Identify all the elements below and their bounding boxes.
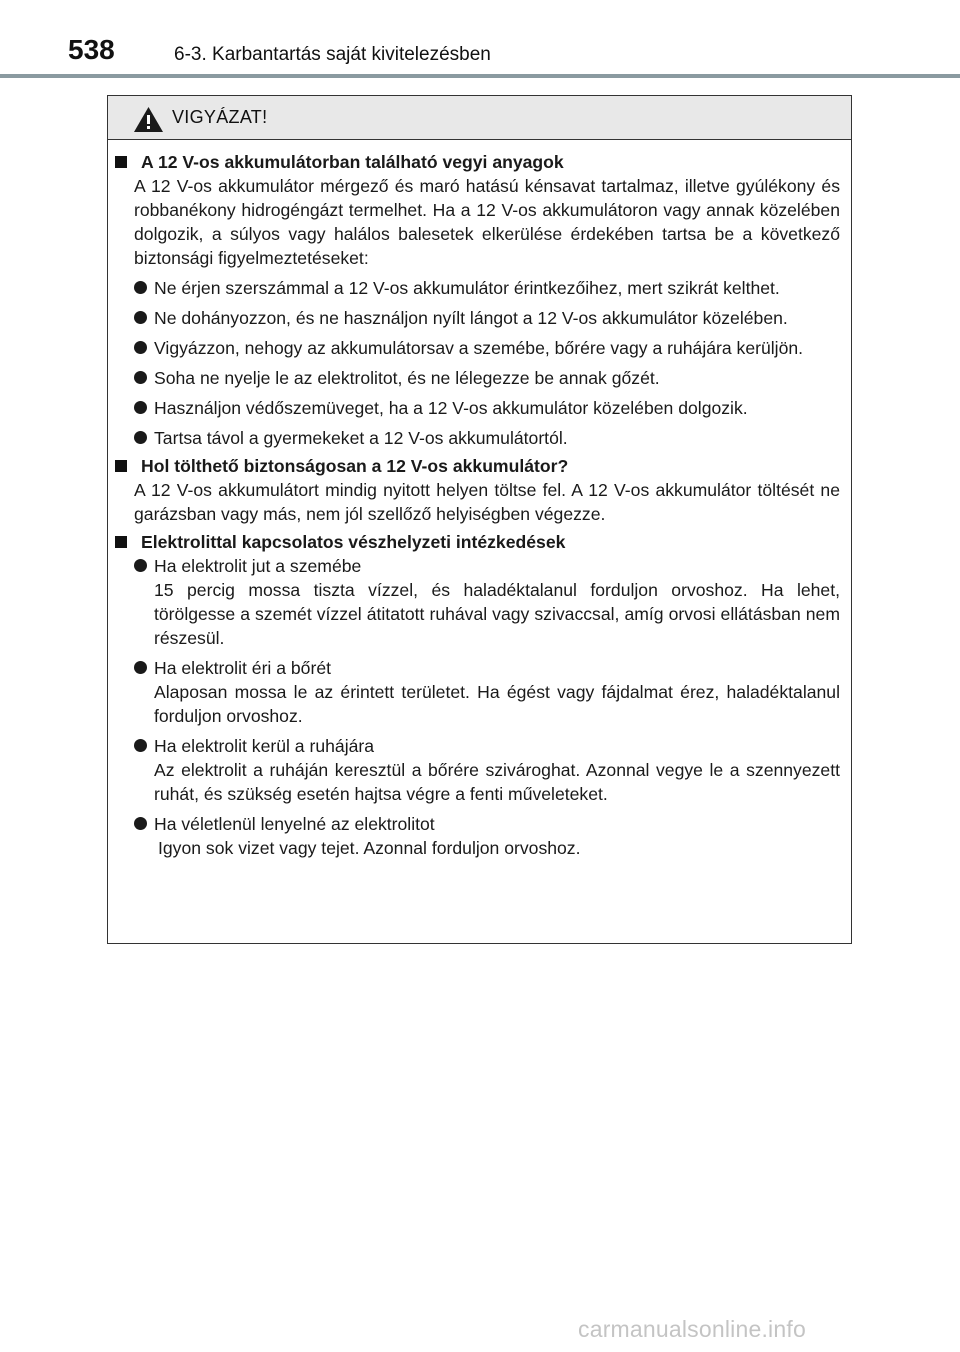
header-divider	[0, 74, 960, 78]
page-number: 538	[68, 34, 115, 65]
watermark: carmanualsonline.info	[578, 1316, 806, 1342]
bullet-dot-icon	[134, 371, 147, 384]
section-heading: A 12 V-os akkumulátorban található vegyi anyagok	[115, 150, 851, 174]
bullet-dot-icon	[134, 739, 147, 752]
list-item: Ha véletlenül lenyelné az elektrolitot Igyon sok vizet vagy tejet. Azonnal forduljon orvoshoz.	[134, 812, 840, 860]
list-item: Ha elektrolit jut a szemébe 15 percig mossa tiszta vízzel, és haladéktalanul forduljon orvoshoz. Ha lehet, törölgesse a szemét vízzel átitatott ruhával vagy szivaccsal, amíg orvosi ellátásban nem részesül.	[134, 554, 840, 650]
section-heading: Elektrolittal kapcsolatos vészhelyzeti intézkedések	[115, 530, 851, 554]
bullet-dot-icon	[134, 817, 147, 830]
section-text: A 12 V-os akkumulátor mérgező és maró hatású kénsavat tartalmaz, illetve gyúlékony és robbanékony hidrogéngázt termelhet. Ha a 12 V-os akkumulátoron vagy annak közelében dolgozik, a súlyos vagy halálos balesetek elkerülése érdekében tartsa be a következő biztonsági figyelmeztetéseket:	[134, 176, 840, 268]
bullet-dot-icon	[134, 661, 147, 674]
bullet-dot-icon	[134, 431, 147, 444]
bullet-dot-icon	[134, 559, 147, 572]
list-item: Használjon védőszemüveget, ha a 12 V-os akkumulátor közelében dolgozik.	[134, 396, 840, 420]
list-item: Vigyázzon, nehogy az akkumulátorsav a szemébe, bőrére vagy a ruhájára kerüljön.	[134, 336, 840, 360]
warning-header	[108, 96, 851, 140]
list-item: Ne érjen szerszámmal a 12 V-os akkumulátor érintkezőihez, mert szikrát kelthet.	[134, 276, 840, 300]
warning-content	[108, 150, 851, 860]
list-item: Soha ne nyelje le az elektrolitot, és ne lélegezze be annak gőzét.	[134, 366, 840, 390]
list-item: Tartsa távol a gyermekeket a 12 V-os akkumulátortól.	[134, 426, 840, 450]
square-bullet-icon	[115, 156, 127, 168]
list-item: Ha elektrolit éri a bőrét Alaposan mossa le az érintett területet. Ha égést vagy fájdalmat érez, haladéktalanul forduljon orvoshoz.	[134, 656, 840, 728]
section-title: 6-3. Karbantartás saját kivitelezésben	[174, 44, 491, 65]
bullet-dot-icon	[134, 281, 147, 294]
bullet-dot-icon	[134, 311, 147, 324]
warning-title: VIGYÁZAT!	[172, 107, 268, 127]
list-item: Ne dohányozzon, és ne használjon nyílt lángot a 12 V-os akkumulátor közelében.	[134, 306, 840, 330]
section-text: A 12 V-os akkumulátort mindig nyitott helyen töltse fel. A 12 V-os akkumulátor töltését ne garázsban vagy más, nem jól szellőző helyiségben végezze.	[134, 480, 840, 524]
warning-box	[107, 95, 852, 944]
list-item: Ha elektrolit kerül a ruhájára Az elektrolit a ruháján keresztül a bőrére szivároghat. Azonnal vegye le a szennyezett ruhát, és szükség esetén hajtsa végre a fenti műveleteket.	[134, 734, 840, 806]
section-heading: Hol tölthető biztonságosan a 12 V-os akkumulátor?	[115, 454, 851, 478]
square-bullet-icon	[115, 536, 127, 548]
warning-triangle-icon	[133, 106, 164, 133]
square-bullet-icon	[115, 460, 127, 472]
bullet-dot-icon	[134, 401, 147, 414]
bullet-dot-icon	[134, 341, 147, 354]
